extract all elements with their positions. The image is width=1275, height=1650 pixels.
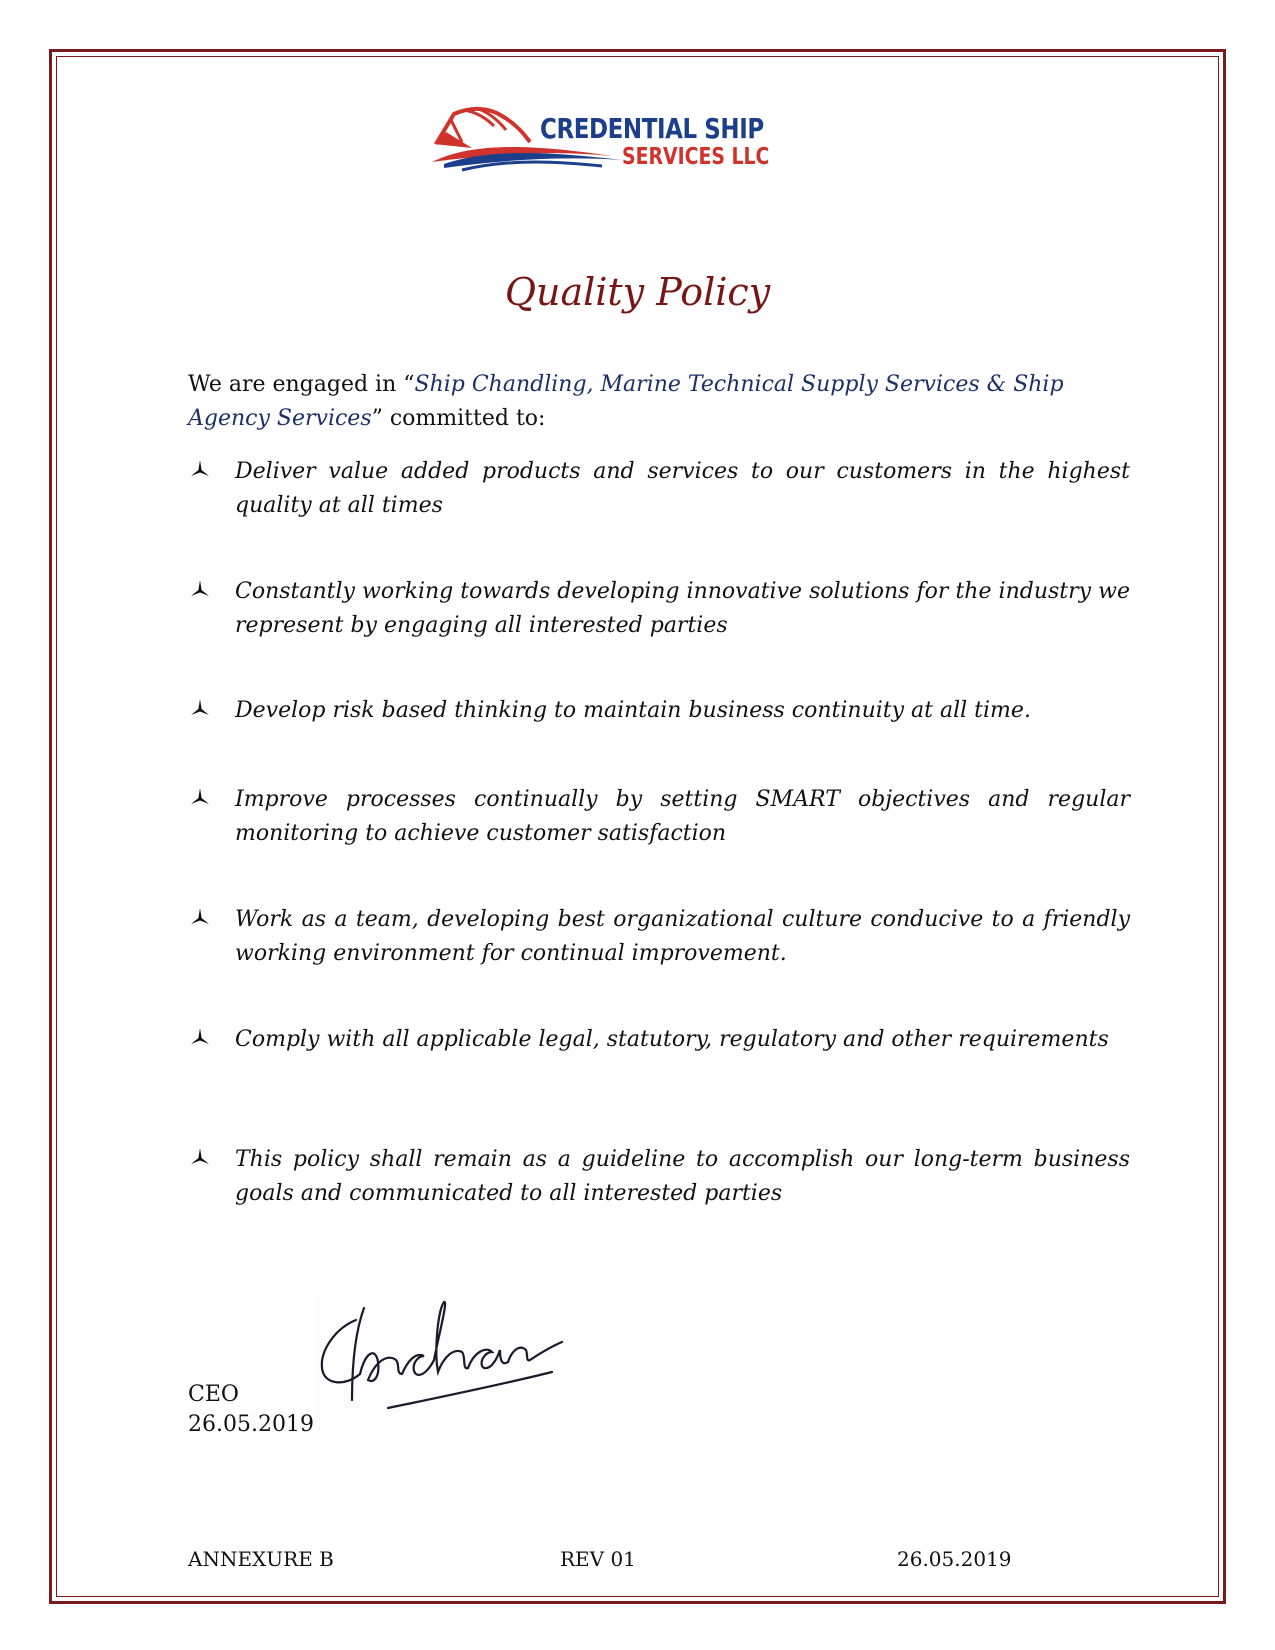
three-point-star-bullet-icon [188,905,212,929]
three-point-star-bullet-icon [188,1145,212,1169]
footer-date: 26.05.2019 [897,1547,1012,1571]
bullet-text: Work as a team, developing best organizational culture conducive to a friendly working environment for continual improvement. [235,907,1130,966]
signatory-role: CEO [188,1382,239,1407]
three-point-star-bullet-icon [188,577,212,601]
company-logo [432,104,772,186]
bullet-text: Improve processes continually by setting SMART objectives and regular monitoring to achieve customer satisfaction [235,787,1130,846]
three-point-star-bullet-icon [188,696,212,720]
intro-prefix: We are engaged in “ [188,372,415,397]
bullet-text: Deliver value added products and services to our customers in the highest quality at all times [235,459,1130,518]
handwritten-signature [316,1290,586,1430]
footer-annexure: ANNEXURE B [188,1547,334,1571]
intro-paragraph [188,368,1130,436]
bullet-text: This policy shall remain as a guideline to accomplish our long-term business goals and communicated to all interested parties [235,1147,1130,1206]
logo-company-name: CREDENTIAL SHIP [540,112,764,145]
bullet-text: Comply with all applicable legal, statutory, regulatory and other requirements [235,1027,1109,1052]
three-point-star-bullet-icon [188,1025,212,1049]
signatory-block [188,1380,314,1440]
document-title: Quality Policy [504,270,771,314]
signatory-date: 26.05.2019 [188,1412,314,1437]
bullet-text: Constantly working towards developing innovative solutions for the industry we represent by engaging all interested parties [235,579,1130,638]
bullet-text: Develop risk based thinking to maintain business continuity at all time. [235,698,1031,723]
three-point-star-bullet-icon [188,457,212,481]
intro-services: Ship Chandling, Marine Technical Supply Services & Ship Agency Services [188,372,1064,431]
logo-company-suffix: SERVICES LLC [622,144,770,170]
footer-revision: REV 01 [560,1547,636,1571]
intro-suffix: ” committed to: [371,406,546,431]
three-point-star-bullet-icon [188,785,212,809]
